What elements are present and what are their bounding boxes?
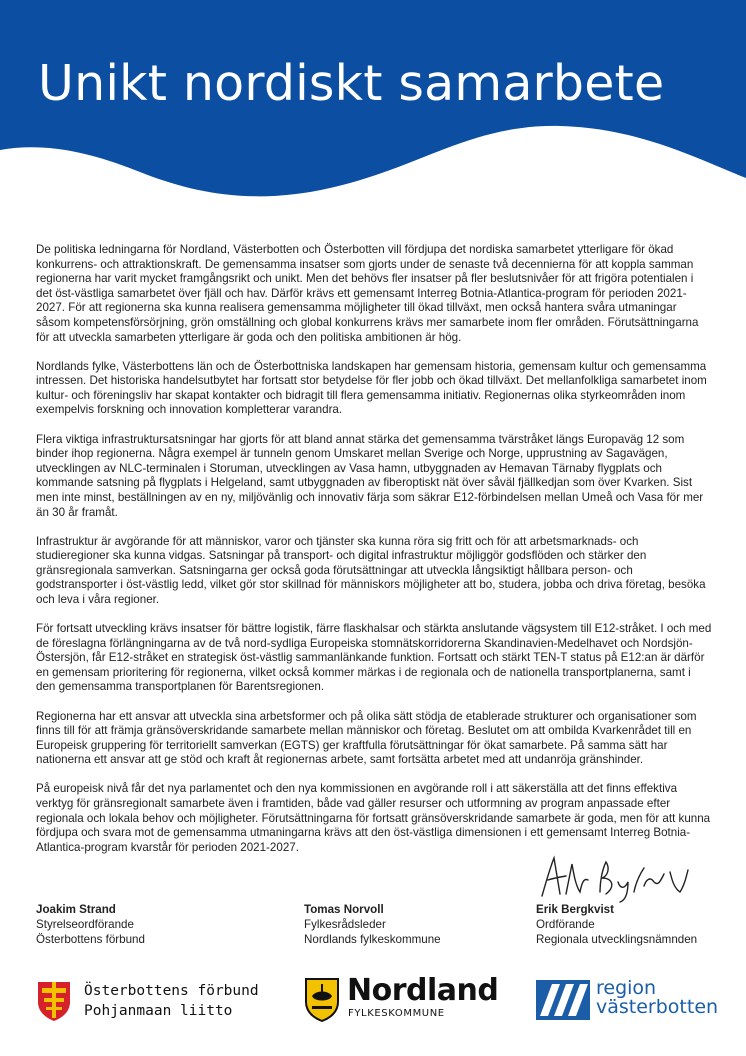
nordland-logo-subtext: FYLKESKOMMUNE bbox=[348, 1008, 445, 1019]
osterbotten-logo-line2: Pohjanmaan liitto bbox=[84, 1003, 233, 1019]
paragraph: Nordlands fylke, Västerbottens län och de Österbottniska landskapen har gemensam historia, gemensam kultur och gemensamma intressen. Det historiska handelsutbytet har fortsatt stor betydelse för fler jobb och ökad tillväxt. Det mellanfolkliga samarbetet inom kultur- och föreningsliv har skapat kontakter och bidragit till flera gemensamma initiativ. Regionernas olika styrkeområden inom exempelvis forskning och innovation kompletterar varandra. bbox=[36, 359, 707, 417]
paragraph: För fortsatt utveckling krävs insatser för bättre logistik, färre flaskhalsar och stärkta anslutande vägsystem till E12-stråket. I och med de föreslagna förlängningarna av de två nord-sydliga Europeiska stomnätskorridorerna Skandinavien-Medelhavet och Nordsjön-Östersjön, får E12-stråket en strategisk öst-västlig sammanlänkande funktion. Fortsatt och stärkt TEN-T status på E12:an är därför en gemensam prioritering för regionerna, vilket också kommer märkas i de regionala och de nationella transportplanerna, samt i den gemensamma transportplanen för Barentsregionen. bbox=[36, 622, 712, 694]
signer-organization: Nordlands fylkeskommune bbox=[304, 933, 441, 946]
paragraph: Regionerna har ett ansvar att utveckla sina arbetsformer och på olika sätt stödja de etablerade strukturer och organisationer som finns till för att främja gränsöverskridande samarbete mellan människor och företag. Beslutet om att ombilda Kvarkenrådet till en Europeisk gruppering för territoriellt samverkan (EGTS) ger kraftfulla förutsättningar för ökat samarbete. På samma sätt har nationerna ett ansvar att ge stöd och kraft åt regionernas arbete, samt fortsätta arbetet med att undanröja gränshinder. bbox=[36, 709, 697, 767]
osterbotten-logo-line1: Österbottens förbund bbox=[84, 983, 259, 999]
page-title: Unikt nordiskt samarbete bbox=[38, 55, 665, 112]
vasterbotten-logo-text bbox=[596, 979, 718, 1017]
signer-title: Styrelseordförande bbox=[36, 918, 134, 931]
paragraph: På europeisk nivå får det nya parlamentet och den nya kommissionen en avgörande roll i att säkerställa att det finns effektiva verktyg för gränsregionalt samarbete även i framtiden, både vad gäller resurser och utformning av program anpassade efter regionala och lokala behov och möjligheter. Förutsättningarna för fortsatt gränsöverskridande samarbete är goda, men för att kunna fördjupa och svara mot de gemensamma utmaningarna krävs att den öst-västliga dimensionen i ett gemensamt Interreg Botnia-Atlantica-program kvarstår för perioden 2021-2027. bbox=[36, 782, 711, 854]
signer-organization: Regionala utvecklingsnämnden bbox=[536, 933, 698, 946]
signer-name: Erik Bergkvist bbox=[536, 903, 614, 916]
signer-organization: Österbottens förbund bbox=[36, 933, 145, 946]
vasterbotten-logo-line1: region bbox=[596, 977, 657, 999]
letter-body bbox=[36, 243, 712, 870]
nordland-shield-icon bbox=[304, 976, 340, 1022]
osterbotten-logo-text bbox=[84, 981, 259, 1021]
region-vasterbotten-mark-icon bbox=[536, 980, 590, 1020]
paragraph: De politiska ledningarna för Nordland, Västerbotten och Österbotten vill fördjupa det nordiska samarbetet ytterligare för ökad konkurrens- och attraktionskraft. De gemensamma insatser som gjorts under de senaste två decennierna för att koppla samman regionerna har varit mycket framgångsrikt och unikt. Men det behövs fler insatser på fler beslutsnivåer för att frigöra potentialen i det öst-västliga samarbetet över fjäll och hav. Därför krävs ett gemensamt Interreg Botnia-Atlantica-program för perioden 2021-2027. För att regionerna ska kunna realisera gemensamma möjligheter till ökad tillväxt, men också hantera svåra utmaningar såsom kompetensförsörjning, grön omställning och global konkurrens krävs mer samarbete inom fler områden. Förutsättningarna för att utveckla samarbeten ytterligare är goda och den politiska ambitionen är hög. bbox=[36, 243, 699, 344]
paragraph: Flera viktiga infrastruktursatsningar har gjorts för att bland annat stärka det gemensamma tvärstråket längs Europaväg 12 som binder ihop regionerna. Några exempel är tunneln genom Umskaret mellan Sverige och Norge, upprustning av Sagavägen, utvecklingen av NLC-terminalen i Storuman, utvecklingen av Vasa hamn, utbyggnaden av Hemavan Tärnaby flygplats och kommande satsning på flygplats i Helgeland, samt utbyggnaden av fiberoptiskt nät över såväl fjällkedjan som över Kvarken. Sist men inte minst, beställningen av en ny, miljövänlig och innovativ färja som säkrar E12-förbindelsen mellan Umeå och Vasa för mer än 30 år framåt. bbox=[36, 432, 704, 519]
osterbotten-coat-of-arms-icon bbox=[36, 978, 72, 1022]
paragraph: Infrastruktur är avgörande för att människor, varor och tjänster ska kunna röra sig fritt och för att arbetsmarknads- och studieregioner ska kunna vidgas. Satsningar på transport- och digital infrastruktur möjliggör godsflöden och stärker den gränsregionala samverkan. Satsningarna ger också goda förutsättningar att utveckla långsiktigt hållbara person- och godstransporter i öst-västlig ledd, vilket gör stor skillnad för människors möjligheter att bo, studera, jobba och driva företag, besöka och leva i våra regioner. bbox=[36, 534, 706, 606]
signer-bergkvist bbox=[536, 902, 697, 947]
signer-title: Fylkesrådsleder bbox=[304, 918, 386, 931]
vasterbotten-logo-line2: västerbotten bbox=[596, 996, 719, 1018]
handwritten-signature bbox=[536, 852, 696, 904]
nordland-logo-text: Nordland bbox=[347, 973, 499, 1008]
signer-name: Tomas Norvoll bbox=[304, 903, 384, 916]
signer-title: Ordförande bbox=[536, 918, 595, 931]
signer-strand bbox=[36, 902, 145, 947]
signer-norvoll bbox=[304, 902, 441, 947]
header-banner bbox=[0, 0, 746, 210]
signer-name: Joakim Strand bbox=[36, 903, 116, 916]
